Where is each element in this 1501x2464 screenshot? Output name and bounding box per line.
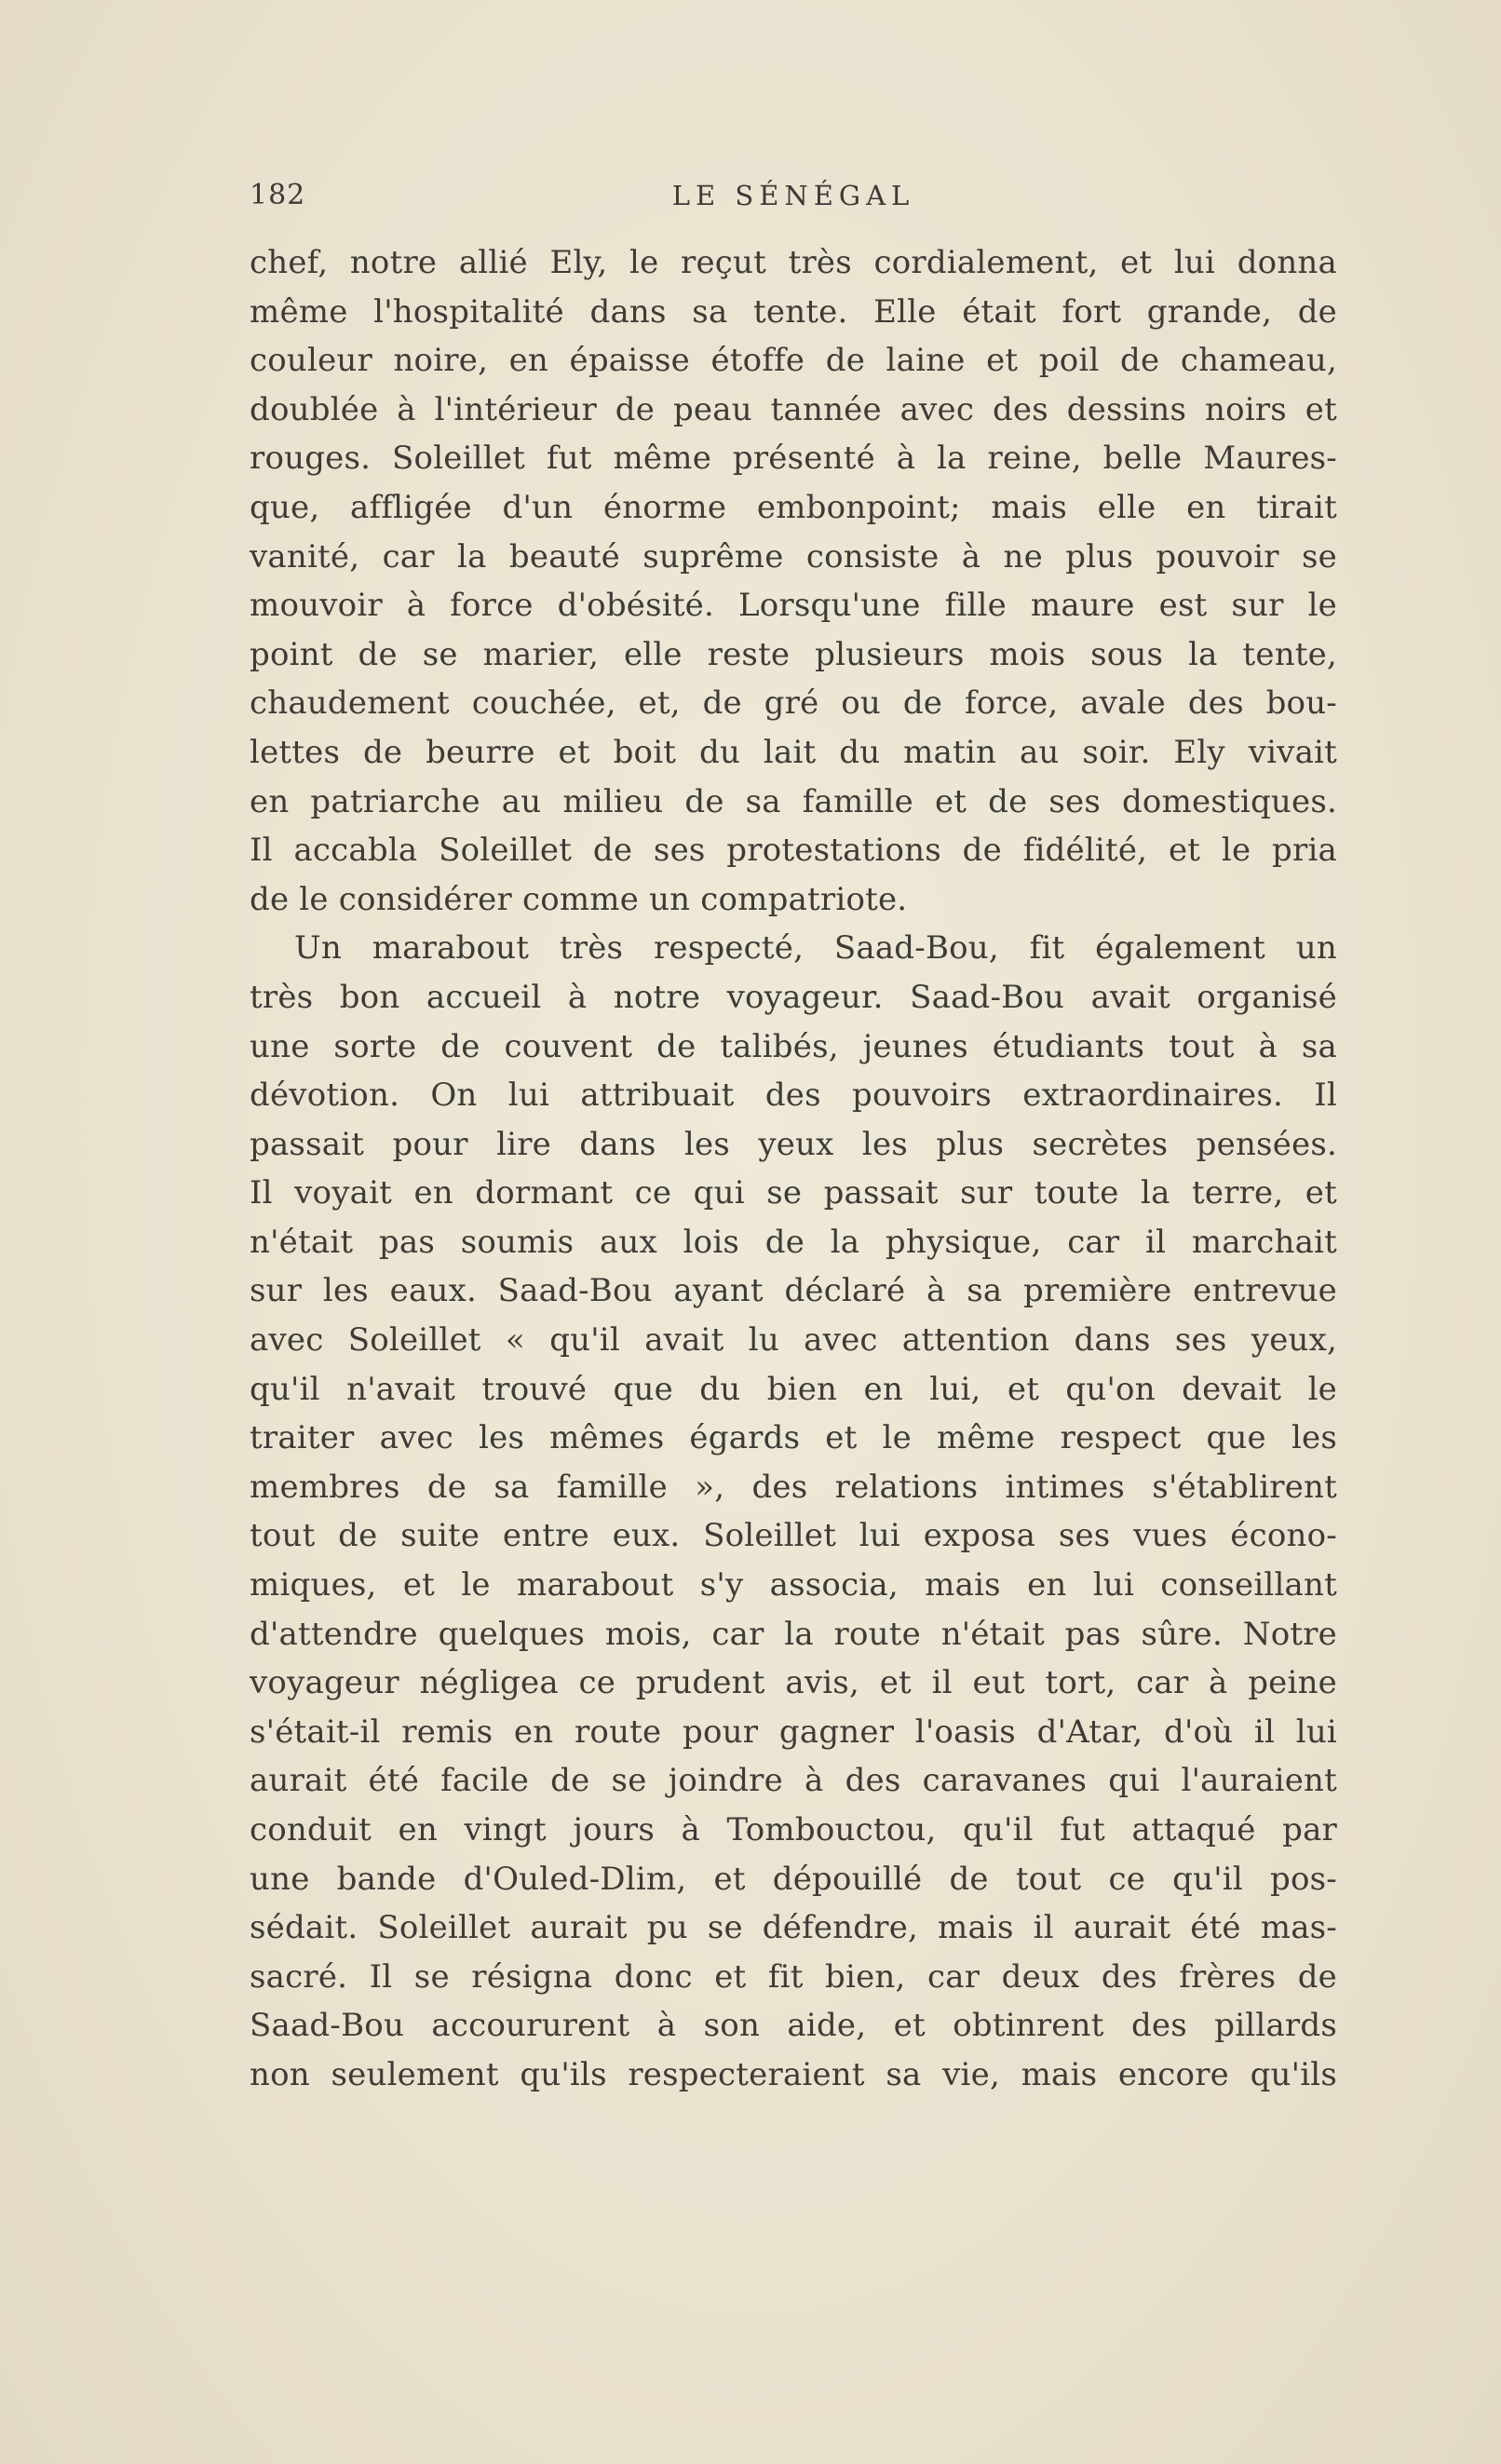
text-line: sur les eaux. Saad-Bou ayant déclaré à sa première entrevue xyxy=(250,1272,1337,1310)
text-line: sédait. Soleillet aurait pu se défendre, mais il aurait été mas- xyxy=(250,1909,1337,1947)
text-line: Il voyait en dormant ce qui se passait sur toute la terre, et xyxy=(250,1174,1337,1212)
text-line: lettes de beurre et boit du lait du matin au soir. Ely vivait xyxy=(250,733,1337,771)
text-line: traiter avec les mêmes égards et le même respect que les xyxy=(250,1419,1337,1457)
text-line: avec Soleillet « qu'il avait lu avec attention dans ses yeux, xyxy=(250,1321,1337,1360)
page-number: 182 xyxy=(250,179,306,211)
text-line: conduit en vingt jours à Tombouctou, qu'il fut attaqué par xyxy=(250,1811,1337,1848)
text-line: mouvoir à force d'obésité. Lorsqu'une fille maure est sur le xyxy=(250,587,1337,625)
text-line: sacré. Il se résigna donc et fit bien, car deux des frères de xyxy=(250,1957,1337,1996)
text-line: vanité, car la beauté suprême consiste à ne plus pouvoir se xyxy=(250,537,1337,575)
body-text xyxy=(250,238,1337,2100)
text-line: passait pour lire dans les yeux les plus secrètes pensées. xyxy=(250,1125,1337,1163)
text-line: une bande d'Ouled-Dlim, et dépouillé de tout ce qu'il pos- xyxy=(250,1860,1337,1898)
text-line: que, affligée d'un énorme embonpoint; mais elle en tirait xyxy=(250,488,1337,526)
text-line: dévotion. On lui attribuait des pouvoirs extraordinaires. Il xyxy=(250,1076,1337,1115)
text-line: doublée à l'intérieur de peau tannée avec des dessins noirs et xyxy=(250,390,1337,428)
text-line: Il accabla Soleillet de ses protestations de fidélité, et le pria xyxy=(250,832,1337,870)
text-line: aurait été facile de se joindre à des caravanes qui l'auraient xyxy=(250,1762,1337,1800)
text-line: voyageur négligea ce prudent avis, et il eut tort, car à peine xyxy=(250,1664,1337,1702)
text-line: s'était-il remis en route pour gagner l'oasis d'Atar, d'où il lui xyxy=(250,1713,1337,1751)
text-line: Saad-Bou accoururent à son aide, et obtinrent des pillards xyxy=(250,2007,1337,2045)
text-line: en patriarche au milieu de sa famille et de ses domestiques. xyxy=(250,782,1337,820)
running-title: LE SÉNÉGAL xyxy=(671,180,915,211)
text-line: rouges. Soleillet fut même présenté à la reine, belle Maures- xyxy=(250,440,1337,478)
text-line: point de se marier, elle reste plusieurs mois sous la tente, xyxy=(250,635,1337,673)
text-line: même l'hospitalité dans sa tente. Elle était fort grande, de xyxy=(250,292,1337,331)
text-line: membres de sa famille », des relations intimes s'établirent xyxy=(250,1468,1337,1506)
text-line: miques, et le marabout s'y associa, mais en lui conseillant xyxy=(250,1566,1337,1604)
text-line: très bon accueil à notre voyageur. Saad-Bou avait organisé xyxy=(250,978,1337,1016)
text-line: n'était pas soumis aux lois de la physique, car il marchait xyxy=(250,1223,1337,1261)
text-line: qu'il n'avait trouvé que du bien en lui, et qu'on devait le xyxy=(250,1370,1337,1408)
text-line: tout de suite entre eux. Soleillet lui exposa ses vues écono- xyxy=(250,1517,1337,1555)
text-line: une sorte de couvent de talibés, jeunes étudiants tout à sa xyxy=(250,1027,1337,1065)
text-line: Un marabout très respecté, Saad-Bou, fit également un xyxy=(294,929,1337,968)
text-line: d'attendre quelques mois, car la route n'était pas sûre. Notre xyxy=(250,1615,1337,1653)
text-line: non seulement qu'ils respecteraient sa vie, mais encore qu'ils xyxy=(250,2055,1337,2093)
text-line: couleur noire, en épaisse étoffe de laine et poil de chameau, xyxy=(250,342,1337,380)
text-line: chef, notre allié Ely, le reçut très cordialement, et lui donna xyxy=(250,244,1337,281)
text-line: chaudement couchée, et, de gré ou de force, avale des bou- xyxy=(250,684,1337,723)
page-header xyxy=(250,175,1337,216)
text-line: de le considérer comme un compatriote. xyxy=(250,880,908,918)
